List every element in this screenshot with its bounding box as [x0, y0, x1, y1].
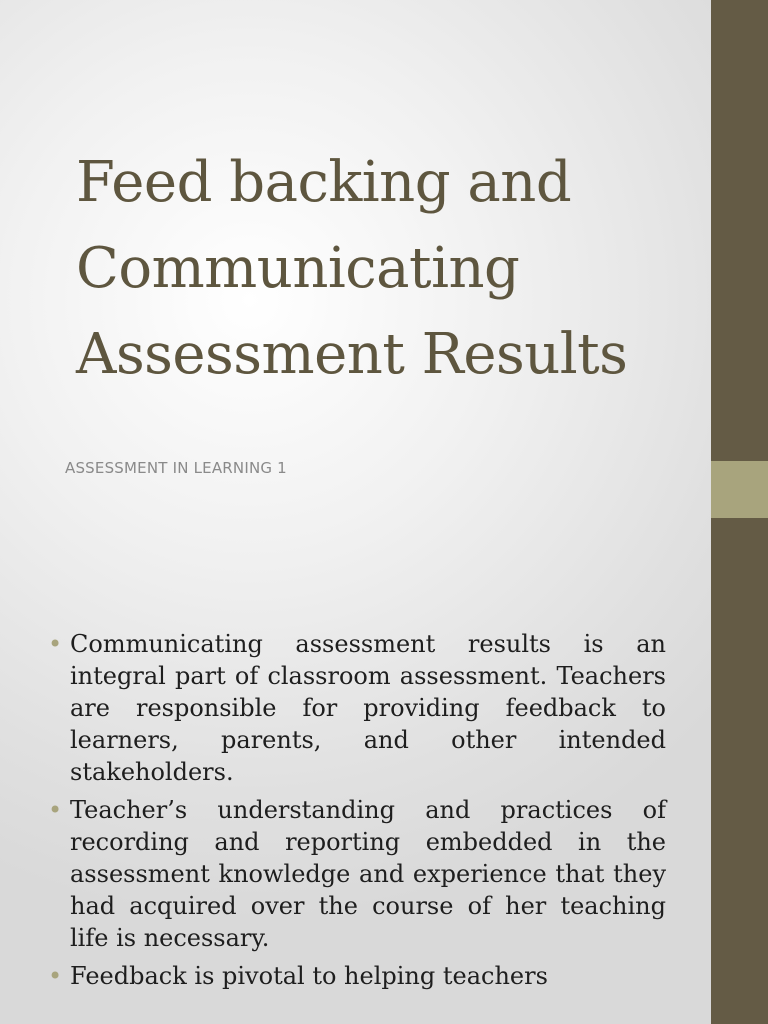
- bullet-dot-icon: •: [48, 630, 63, 658]
- slide-subtitle: ASSESSMENT IN LEARNING 1: [65, 459, 287, 477]
- bullet-item: [48, 794, 666, 954]
- slide-title-line: Feed backing and: [76, 150, 572, 215]
- bullet-dot-icon: •: [48, 962, 63, 990]
- bullet-text: Feedback is pivotal to helping teachers: [70, 962, 548, 990]
- bullet-item: [48, 960, 666, 992]
- bullet-text: Teacher’s understanding and practices of recording and reporting embedded in the assessment knowledge and experience that they had acquired over the course of her teaching life is necessary.: [70, 796, 666, 952]
- right-band-accent-block: [711, 461, 768, 518]
- slide-title: [76, 140, 696, 398]
- bullet-list: [48, 628, 666, 998]
- slide-title-line: Assessment Results: [76, 322, 628, 387]
- bullet-text: Communicating assessment results is an integral part of classroom assessment. Teachers are responsible for providing feedback to learners, parents, and other intended stakeholders.: [70, 630, 666, 786]
- bullet-dot-icon: •: [48, 796, 63, 824]
- bullet-item: [48, 628, 666, 788]
- slide-title-line: Communicating: [76, 236, 520, 301]
